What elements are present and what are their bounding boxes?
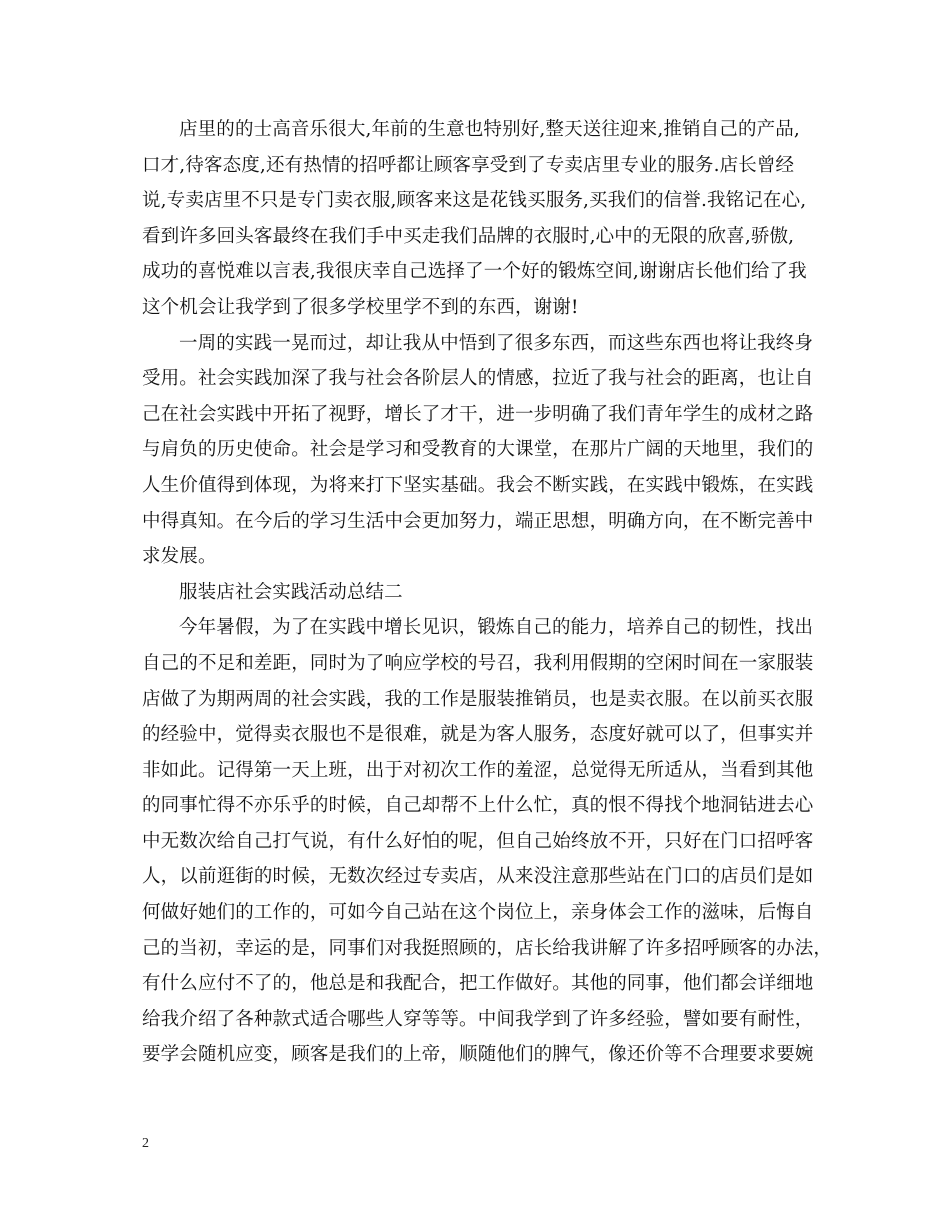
text-line: 中得真知。在今后的学习生活中会更加努力，端正思想，明确方向，在不断完善中 xyxy=(142,510,814,532)
text-line: 人生价值得到体现，为将来打下坚实基础。我会不断实践，在实践中锻炼，在实践 xyxy=(142,474,814,496)
text-line: 人，以前逛街的时候，无数次经过专卖店，从来没注意那些站在门口的店员们是如 xyxy=(142,866,814,888)
text-line: 要学会随机应变，顾客是我们的上帝，顺随他们的脾气，像还价等不合理要求要婉 xyxy=(142,1044,814,1066)
section-heading: 服装店社会实践活动总结二 xyxy=(179,581,403,603)
text-line: 店里的的士高音乐很大,年前的生意也特别好,整天送往迎来,推销自己的产品, xyxy=(179,119,800,140)
text-line: 己的当初，幸运的是，同事们对我挺照顾的，店长给我讲解了许多招呼顾客的办法， xyxy=(142,937,833,959)
text-line: 店做了为期两周的社会实践，我的工作是服装推销员，也是卖衣服。在以前买衣服 xyxy=(142,688,814,710)
text-line: 受用。社会实践加深了我与社会各阶层人的情感，拉近了我与社会的距离，也让自 xyxy=(142,368,814,390)
text-line: 的经验中，觉得卖衣服也不是很难，就是为客人服务，态度好就可以了，但事实并 xyxy=(142,724,814,746)
text-line: 自己的不足和差距，同时为了响应学校的号召，我利用假期的空闲时间在一家服装 xyxy=(142,652,814,674)
text-line: 的同事忙得不亦乐乎的时候，自己却帮不上什么忙，真的恨不得找个地洞钻进去心 xyxy=(142,795,814,817)
text-line: 说,专卖店里不只是专门卖衣服,顾客来这是花钱买服务,买我们的信誉.我铭记在心, xyxy=(142,190,807,212)
text-line: 这个机会让我学到了很多学校里学不到的东西，谢谢! xyxy=(142,296,579,318)
text-line: 一周的实践一晃而过，却让我从中悟到了很多东西，而这些东西也将让我终身 xyxy=(179,332,814,354)
body-text xyxy=(142,112,832,1073)
text-line: 看到许多回头客最终在我们手中买走我们品牌的衣服时,心中的无限的欣喜,骄傲, xyxy=(142,225,795,247)
text-line: 今年暑假，为了在实践中增长见识，锻炼自己的能力，培养自己的韧性，找出 xyxy=(179,617,814,639)
text-line: 求发展。 xyxy=(142,546,217,568)
text-line: 口才,待客态度,还有热情的招呼都让顾客享受到了专卖店里专业的服务.店长曾经 xyxy=(142,154,795,176)
text-line: 有什么应付不了的，他总是和我配合，把工作做好。其他的同事，他们都会详细地 xyxy=(142,973,814,995)
text-line: 己在社会实践中开拓了视野，增长了才干，进一步明确了我们青年学生的成材之路 xyxy=(142,403,814,425)
text-line: 给我介绍了各种款式适合哪些人穿等等。中间我学到了许多经验，譬如要有耐性， xyxy=(142,1008,814,1030)
page-number: 2 xyxy=(142,1136,149,1151)
text-line: 成功的喜悦难以言表,我很庆幸自己选择了一个好的锻炼空间,谢谢店长他们给了我 xyxy=(142,261,807,283)
text-line: 非如此。记得第一天上班，出于对初次工作的羞涩，总觉得无所适从，当看到其他 xyxy=(142,759,814,781)
text-line: 何做好她们的工作的，可如今自己站在这个岗位上，亲身体会工作的滋味，后悔自 xyxy=(142,902,814,924)
text-line: 与肩负的历史使命。社会是学习和受教育的大课堂，在那片广阔的天地里，我们的 xyxy=(142,439,814,461)
text-line: 中无数次给自己打气说，有什么好怕的呢，但自己始终放不开，只好在门口招呼客 xyxy=(142,830,814,852)
